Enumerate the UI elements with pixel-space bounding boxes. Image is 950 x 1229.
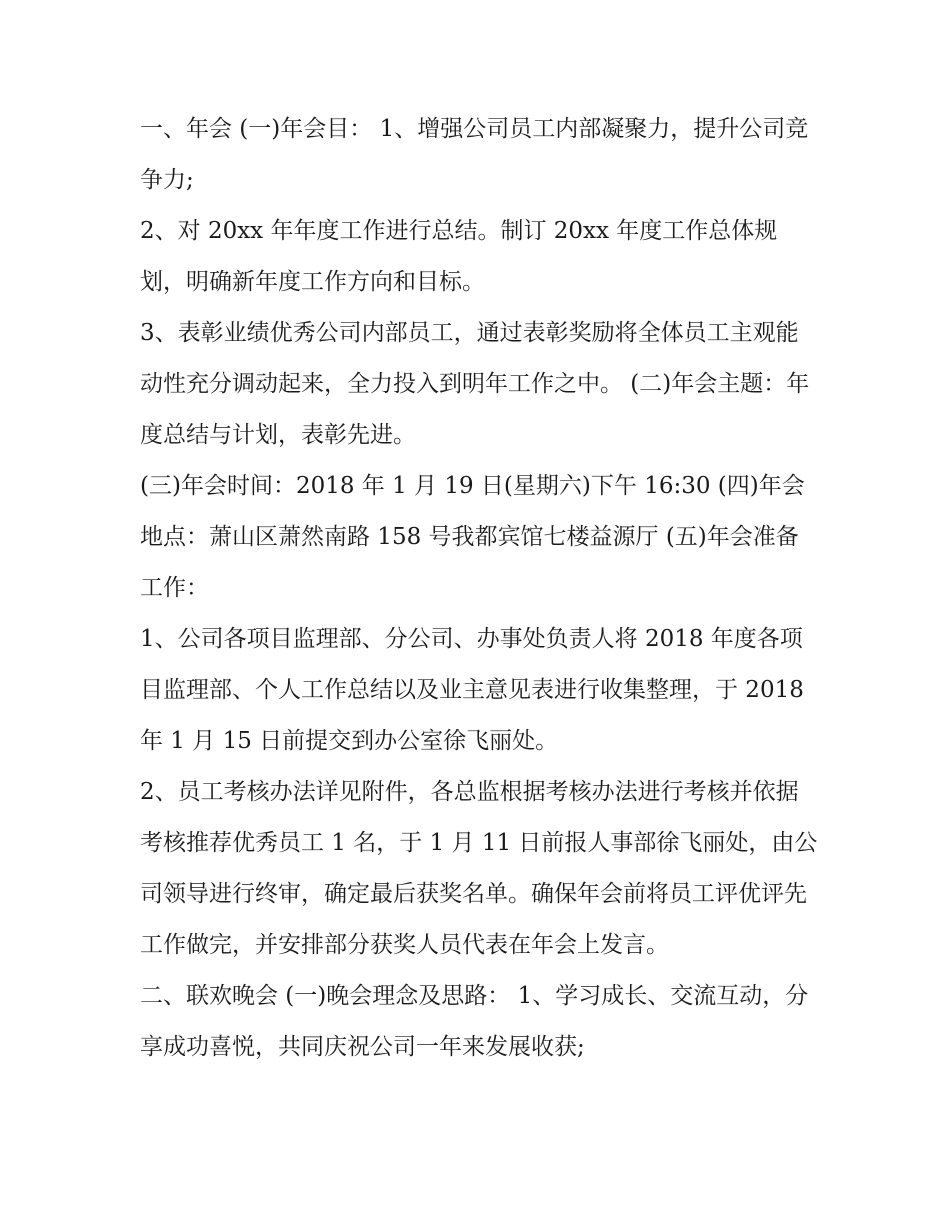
paragraph-preparation-assessment: 2、员工考核办法详见附件，各总监根据考核办法进行考核并依据考核推荐优秀员工 1 名，于 1 月 11 日前报人事部徐飞丽处，由公司领导进行终审，确定最后获奖名单。确保年会前将员工评优评先工作做完，并安排部分获奖人员代表在年会上发言。 (140, 779, 818, 958)
paragraph-party-concept: 二、联欢晚会 (一)晚会理念及思路： 1、学习成长、交流互动，分享成功喜悦，共同庆祝公司一年来发展收获; (140, 983, 809, 1060)
paragraph-time-location: (三)年会时间：2018 年 1 月 19 日(星期六)下午 16:30 (四)年会地点：萧山区萧然南路 158 号我都宾馆七楼益源厅 (五)年会准备工作： (140, 473, 805, 601)
paragraph-annual-summary: 2、对 20xx 年年度工作进行总结。制订 20xx 年度工作总体规划，明确新年度工作方向和目标。 (140, 218, 778, 295)
paragraph-annual-meeting-goal: 一、年会 (一)年会目： 1、增强公司员工内部凝聚力，提升公司竞争力; (140, 116, 809, 193)
paragraph-preparation-collect: 1、公司各项目监理部、分公司、办事处负责人将 2018 年度各项目监理部、个人工作总结以及业主意见表进行收集整理，于 2018 年 1 月 15 日前提交到办公室徐飞丽处。 (140, 626, 804, 754)
document-body (140, 104, 820, 1073)
paragraph-commendation-theme: 3、表彰业绩优秀公司内部员工，通过表彰奖励将全体员工主观能动性充分调动起来，全力投入到明年工作之中。 (二)年会主题：年度总结与计划，表彰先进。 (140, 320, 810, 448)
